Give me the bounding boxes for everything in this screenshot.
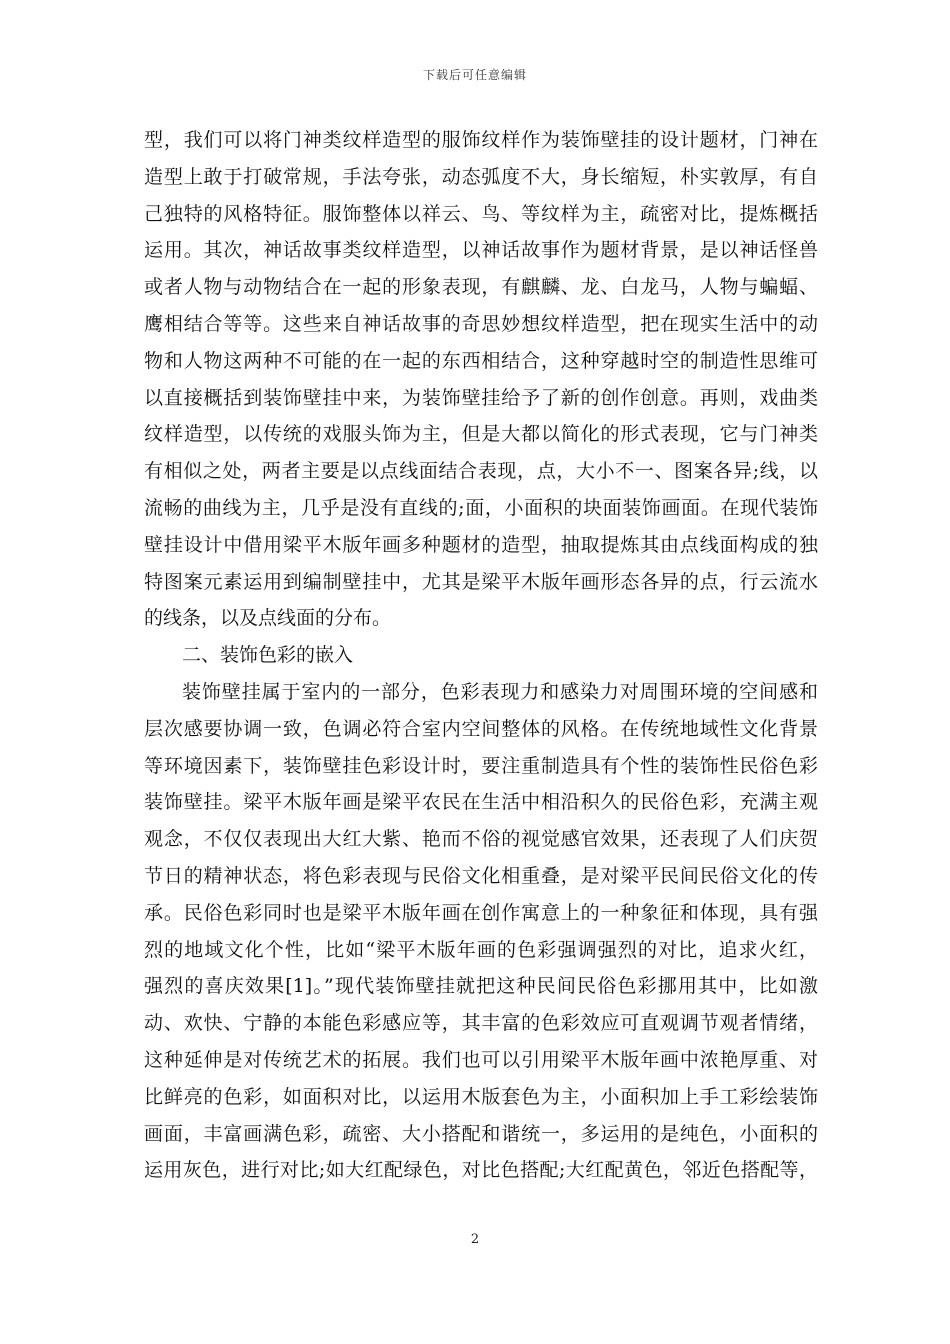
body-line: 己独特的风格特征。服饰整体以祥云、鸟、等纹样为主，疏密对比，提炼概括	[144, 202, 818, 225]
body-line: 层次感要协调一致，色调必符合室内空间整体的风格。在传统地域性文化背景	[144, 717, 818, 740]
section-heading: 二、装饰色彩的嵌入	[182, 644, 354, 667]
body-line: 承。民俗色彩同时也是梁平木版年画在创作寓意上的一种象征和体现，具有强	[144, 901, 818, 924]
body-line: 烈的地域文化个性，比如“梁平木版年画的色彩强调强烈的对比，追求火红，	[144, 938, 818, 961]
body-line: 强烈的喜庆效果[1]。”现代装饰壁挂就把这种民间民俗色彩挪用其中，比如激	[144, 975, 818, 998]
body-line: 型，我们可以将门神类纹样造型的服饰纹样作为装饰壁挂的设计题材，门神在	[144, 129, 818, 151]
body-line: 运用灰色，进行对比;如大红配绿色，对比色搭配;大红配黄色，邻近色搭配等，	[144, 1159, 818, 1182]
body-line: 流畅的曲线为主，几乎是没有直线的;面，小面积的块面装饰画面。在现代装饰	[144, 496, 818, 519]
body-line: 运用。其次，神话故事类纹样造型，以神话故事作为题材背景，是以神话怪兽	[144, 239, 818, 262]
body-line: 这种延伸是对传统艺术的拓展。我们也可以引用梁平木版年画中浓艳厚重、对	[144, 1048, 818, 1071]
body-line: 的线条，以及点线面的分布。	[144, 607, 392, 630]
body-line: 节日的精神状态，将色彩表现与民俗文化相重叠，是对梁平民间民俗文化的传	[144, 864, 818, 887]
body-line: 纹样造型，以传统的戏服头饰为主，但是大都以简化的形式表现，它与门神类	[144, 423, 818, 446]
page-header: 下载后可任意编辑	[422, 68, 527, 82]
body-line: 比鲜亮的色彩，如面积对比，以运用木版套色为主，小面积加上手工彩绘装饰	[144, 1085, 818, 1108]
body-line: 物和人物这两种不可能的在一起的东西相结合，这种穿越时空的制造性思维可	[144, 349, 818, 372]
document-body	[144, 122, 818, 1189]
body-line: 以直接概括到装饰壁挂中来，为装饰壁挂给予了新的创作创意。再则，戏曲类	[144, 386, 818, 409]
body-line: 装饰壁挂属于室内的一部分，色彩表现力和感染力对周围环境的空间感和	[182, 680, 818, 703]
body-line: 等环境因素下，装饰壁挂色彩设计时，要注重制造具有个性的装饰性民俗色彩	[144, 754, 818, 777]
body-line: 造型上敢于打破常规，手法夸张，动态弧度不大，身长缩短，朴实敦厚，有自	[144, 165, 818, 188]
body-line: 鹰相结合等等。这些来自神话故事的奇思妙想纹样造型，把在现实生活中的动	[144, 312, 818, 335]
page-number: 2	[470, 1232, 480, 1247]
body-line: 画面，丰富画满色彩，疏密、大小搭配和谐统一，多运用的是纯色，小面积的	[144, 1122, 818, 1145]
body-line: 特图案元素运用到编制壁挂中，尤其是梁平木版年画形态各异的点，行云流水	[144, 570, 818, 593]
body-line: 壁挂设计中借用梁平木版年画多种题材的造型，抽取提炼其由点线面构成的独	[144, 533, 818, 556]
body-line: 观念，不仅仅表现出大红大紫、艳而不俗的视觉感官效果，还表现了人们庆贺	[144, 828, 818, 851]
body-line: 动、欢快、宁静的本能色彩感应等，其丰富的色彩效应可直观调节观者情绪，	[144, 1012, 818, 1035]
body-line: 装饰壁挂。梁平木版年画是梁平农民在生活中相沿积久的民俗色彩，充满主观	[144, 791, 818, 814]
body-line: 或者人物与动物结合在一起的形象表现，有麒麟、龙、白龙马，人物与蝙蝠、	[144, 276, 818, 299]
body-line: 有相似之处，两者主要是以点线面结合表现，点，大小不一、图案各异;线，以	[144, 460, 818, 483]
